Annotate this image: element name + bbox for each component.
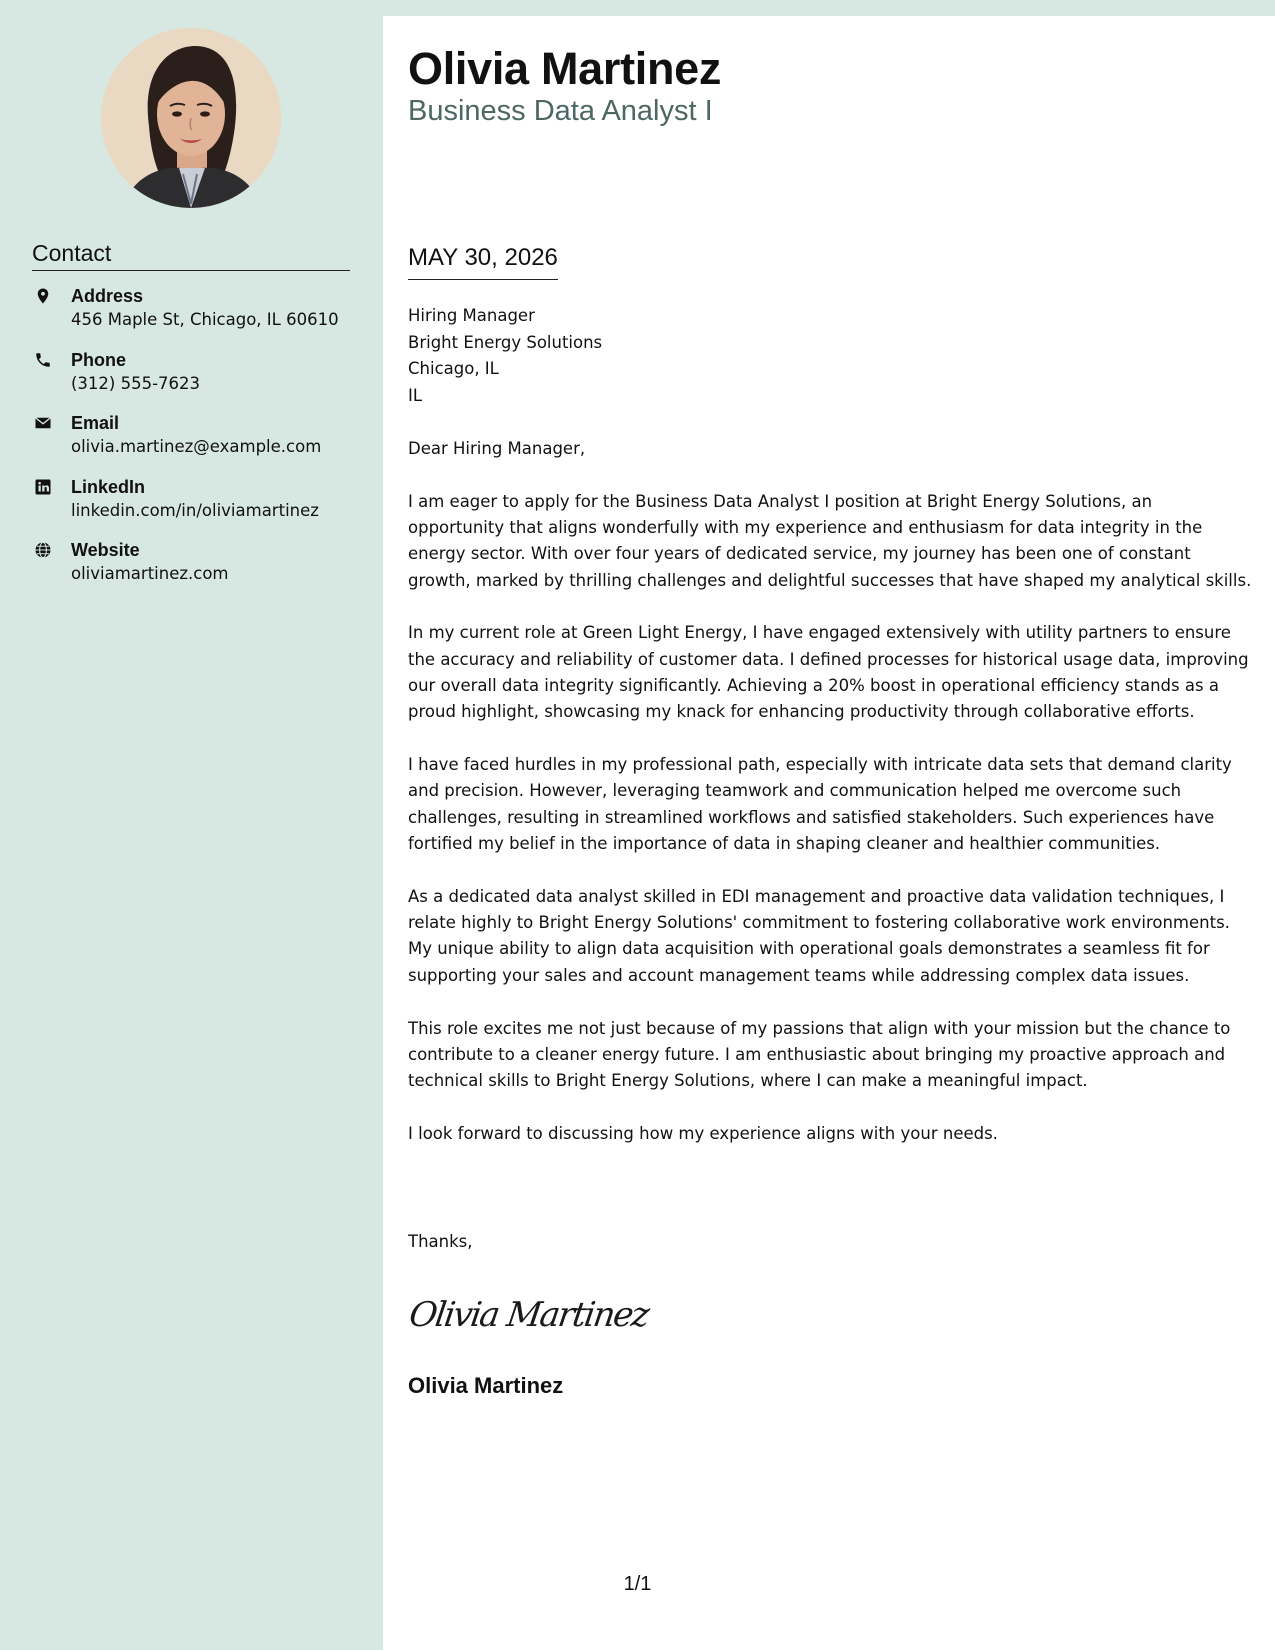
contact-list xyxy=(32,284,372,602)
recipient-block xyxy=(408,303,1248,409)
contact-linkedin-label: LinkedIn xyxy=(71,476,146,497)
letter-body xyxy=(408,436,1253,1174)
contact-phone-label: Phone xyxy=(71,349,127,370)
recipient-line: Hiring Manager xyxy=(408,306,535,325)
contact-phone xyxy=(32,348,372,412)
letter-paragraph: As a dedicated data analyst skilled in EDI management and proactive data validation techniques, I relate highly to Bright Energy Solutions' commitment to fostering collaborative work environments. My unique ability to align data acquisition with operational goals demonstrates a seamless fit for supporting your sales and account management teams while addressing complex data issues. xyxy=(408,886,1230,985)
letter-paragraph: This role excites me not just because of my passions that align with your mission but the chance to contribute to a cleaner energy future. I am enthusiastic about bringing my proactive approach and technical skills to Bright Energy Solutions, where I can make a meaningful impact. xyxy=(408,1018,1231,1091)
globe-icon xyxy=(34,541,52,559)
salutation: Dear Hiring Manager, xyxy=(408,439,586,458)
letter-date: MAY 30, 2026 xyxy=(408,243,558,280)
svg-text:Olivia Martinez: Olivia Martinez xyxy=(410,1295,653,1335)
job-title: Business Data Analyst I xyxy=(408,95,713,127)
contact-email-label: Email xyxy=(71,413,120,433)
contact-address-value: 456 Maple St, Chicago, IL 60610 xyxy=(71,310,339,329)
linkedin-icon xyxy=(34,478,52,496)
contact-linkedin xyxy=(32,475,372,539)
page-number: 1/1 xyxy=(623,1573,652,1595)
contact-website-label: Website xyxy=(71,540,140,560)
signature xyxy=(410,1283,670,1343)
contact-heading: Contact xyxy=(32,240,350,271)
recipient-line: Chicago, IL xyxy=(408,359,499,378)
contact-website xyxy=(32,538,372,602)
location-pin-icon xyxy=(34,287,52,305)
contact-address-label: Address xyxy=(71,286,144,306)
letter-paragraph: In my current role at Green Light Energy, I have engaged extensively with utility partners to ensure the accuracy and reliability of customer data. I defined processes for historical usage data, improving our overall data integrity significantly. Achieving a 20% boost in operational efficiency stands as a proud highlight, showcasing my knack for enhancing productivity through collaborative efforts. xyxy=(408,623,1249,722)
closing: Thanks, xyxy=(408,1232,473,1251)
letter-paragraph: I have faced hurdles in my professional path, especially with intricate data sets that demand clarity and precision. However, leveraging teamwork and communication helped me overcome such challenges, resulting in streamlined workflows and satisfied stakeholders. Such experiences have fortified my belief in the importance of data in shaping cleaner and healthier communities. xyxy=(408,755,1232,854)
contact-email-value[interactable]: olivia.martinez@example.com xyxy=(71,437,322,456)
letter-paragraph: I look forward to discussing how my experience aligns with your needs. xyxy=(408,1123,998,1143)
contact-email xyxy=(32,411,372,475)
signed-name: Olivia Martinez xyxy=(408,1373,564,1398)
envelope-icon xyxy=(34,414,52,432)
contact-phone-value: (312) 555-7623 xyxy=(71,373,201,393)
recipient-line: IL xyxy=(408,385,423,405)
letter-paragraph: I am eager to apply for the Business Data Analyst I position at Bright Energy Solutions, an opportunity that aligns wonderfully with my experience and enthusiasm for data integrity in the energy sector. With over four years of dedicated service, my journey has been one of constant growth, marked by thrilling challenges and delightful successes that have shaped my analytical skills. xyxy=(408,491,1252,590)
recipient-line: Bright Energy Solutions xyxy=(408,332,603,352)
phone-icon xyxy=(34,351,52,369)
contact-linkedin-value[interactable]: linkedin.com/in/oliviamartinez xyxy=(71,500,319,520)
applicant-name: Olivia Martinez xyxy=(408,43,722,94)
contact-address xyxy=(32,284,372,348)
contact-website-value[interactable]: oliviamartinez.com xyxy=(71,564,229,583)
profile-photo xyxy=(101,28,281,208)
